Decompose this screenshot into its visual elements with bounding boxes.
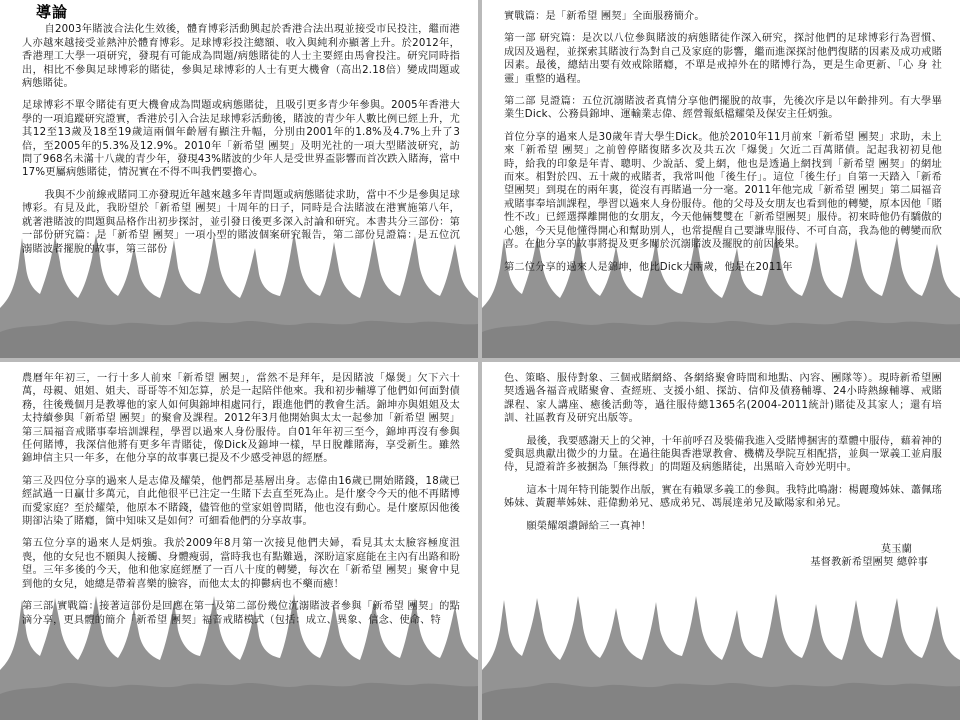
page-3-text xyxy=(0,362,478,627)
paragraph: 實戰篇：是「新希望 團契」全面服務簡介。 xyxy=(504,11,705,22)
paragraph: 自2003年賭波合法化生效後，體育博彩活動興起於香港合法出現並接受市民投注，繼而港人亦越來越接受並熱沖於體育博彩。足球博彩投注總額、收入與純利亦顯著上升。於2012年，香港理工大學一項研究，發現有可能成為問題/病態賭徒的人士主要經由馬會投注。研究同時指出，相比不參與足球博彩的賭徒，參與足球博彩的人士有更大機會（高出2.18倍）變成問題或病態賭徒。 xyxy=(22,24,460,90)
document-page-3 xyxy=(0,362,478,720)
paragraph: 足球博彩不單令賭徒有更大機會成為問題或病態賭徒，且吸引更多青少年參與。2005年香港大學的一項追蹤研究證實，香港於引入合法足球博彩活動後，賭波的青少年人數比例已經上升，尤其12至13歲及18至19歲這兩個年齡層有顯注升幅，分別由2001年的1.8%及4.7%上升了3倍，至2005年的5.3%及12.9%。2010年「新希望 團契」及明光社的一項大型賭波研究，訪問了968名未滿十八歲的青少年，發現43%賭波的少年人是受世界盃影響而首次跌入賭海，當中17%更屬病態賭徒，情況實在不得不叫我們要擔心。 xyxy=(22,100,461,179)
paragraph: 第二位分享的過來人是錦坤，他比Dick大兩歲，他是在2011年 xyxy=(504,261,793,273)
page-4-text xyxy=(482,362,960,570)
paragraph: 第二部 見證篇：五位沉溺賭波者真情分享他們擺脫的故事，先後次序是以年齡排列。有大學畢業生Dick、公務員錦坤、運輸業志偉、經營報紙檔耀榮及保安主任炳強。 xyxy=(504,96,942,121)
page-2-text xyxy=(482,0,960,274)
signature-name: 莫玉蘭 xyxy=(880,544,912,556)
paragraph: 首位分享的過來人是30歲年青大學生Dick。他於2010年11月前來「新希望 團契」求助，未上來「新希望 團契」之前曾停賭復賭多次及共五次「爆煲」欠近二百萬賭債。記起我初初見他時，給我的印象是年青、聰明、少說話、愛上網，他也是透過上網找到「新希望 團契」的網址而來。相對於四、五十歲的戒賭者，我常叫他「後生仔」。這位「後生仔」自第一天踏入「新希望團契」到現在的兩年裏，從沒有再賭過一分一毫。2011年他完成「新希望 團契」第二屆福音戒賭事奉培訓課程，學習以過來人身份服侍。他的父母及女朋友也看到他的轉變，原本因他「賭性不改」已經選擇離開他的女朋友，今天他倆雙雙在「新希望團契」服侍。初來時他仍有驕傲的心態，今天見他懂得開心和幫助別人，也常提醒自己要謙卑服侍、不可自高，我為他的轉變而欣喜。在他分享的故事將提及更多關於沉溺賭波及擺脫的前因後果。 xyxy=(504,131,942,251)
paragraph: 我與不少前線戒賭同工亦發現近年越來越多年青問題或病態賭徒求助，當中不少是參與足球博彩。有見及此，我盼望於「新希望 團契」十周年的日子，同時是合法賭波在港實施第八年，就著港賭波的問題與品格作出初步探討，並引發日後更多深入討論和研究。本書共分三部份：第一部份研究篇：是「新希望 團契」一項小型的賭波個案研究報告，第二部份見證篇：是五位沉溺賭波者擺脫的故事，第三部份 xyxy=(22,189,460,255)
paragraph: 第五位分享的過來人是炳強。我於2009年8月第一次接見他們夫婦，看見其太太臉容極度沮喪，他的女兒也不願與人接觸、身體瘦弱，當時我也有點難過，深盼這家庭能在主內有出路和盼望。三年多後的今天，他和他家庭經歷了一百八十度的轉變，每次在「新希望 團契」聚會中見到他的女兒，她總是帶着喜樂的臉容，而他太太的抑鬱病也不藥而癒！ xyxy=(22,538,460,590)
paragraph: 第一部 研究篇：是次以八位參與賭波的病態賭徒作深入研究，探討他們的足球博彩行為習慣、成因及過程，並探索其賭波行為對自己及家庭的影響，繼而進深探討他們復賭的因素及成功戒賭因素。最後，總結出要有效戒除賭癮，不單是戒掉外在的賭博行為，更是生命更新、「心 身 社 靈」重整的過程。 xyxy=(504,33,942,85)
paragraph: 第三及四位分享的過來人是志偉及耀榮，他們都是基層出身。志偉由16歲已開始賭錢，18歲已經試過一日贏廿多萬元，自此他很平已注定一生賭下去直至死為止。是什麼令今天的他不再賭博而愛家庭？至於耀榮，他原本不賭錢，儘管他的堂家姐曾問賭，他也沒有動心。是什麼原因他後期卻沾染了賭癮，箇中知味又是如何？可細看他們的分享故事。 xyxy=(22,475,460,528)
document-page-4 xyxy=(482,362,960,720)
crowd-silhouette-image xyxy=(482,590,960,720)
page-heading: 導論 xyxy=(36,3,69,21)
paragraph: 這本十周年特刊能製作出版，實在有賴眾多義工的參與。我特此鳴謝：楊麗瓊姊妹、蕭佩瑤姊妹、黃麗華姊妹、莊偉勳弟兄、感成弟兄、馮展達弟兄及歐陽家和弟兄。 xyxy=(504,484,942,510)
paragraph: 色、策略、服侍對象、三個戒賭網絡、各網絡聚會時間和地點、內容、團隊等）。現時新希望團契透過各福音戒賭聚會、查經班、支援小組、探訪、信仰及債務輔導、24小時熱線輔導、戒賭課程、家人講座、癒後活動等，過往服侍總1365名(2004-2011統計)賭徒及其家人；還有培訓、社區教育及研究出版等。 xyxy=(504,373,942,425)
paragraph: 最後，我要感謝天上的父神，十年前呼召及裝備我進入受賭博捆害的羣體中服侍，藉着神的愛與恩典獻出微少的力量。在過往能與香港眾教會、機構及學院互相配搭，並與一眾義工並肩服侍，見證着許多被捆為「無得救」的問題及病態賭徒，出黑暗入奇妙光明中。 xyxy=(504,435,942,474)
document-page-2 xyxy=(482,0,960,358)
signature-title: 基督教新希望團契 總幹事 xyxy=(810,557,928,569)
paragraph: 願榮耀頌讚歸給三一真神！ xyxy=(526,520,652,532)
document-page-1 xyxy=(0,0,478,358)
paragraph: 農曆年年初三，一行十多人前來「新希望 團契」，當然不是拜年，是因賭波「爆煲」欠下六十萬，母親、姐姐、姐夫、哥哥等不知怎算，於是一起陪伴他來。我和初步輔導了他們如何面對債務，往後幾個月是教導他的家人如何與錦坤相處同行，跟進他們的教會生活。錦坤亦與姐姐及太太持續參與「新希望 團契」的聚會及課程。2012年3月他開始與太太一起參加「新希望 團契」第三屆福音戒賭事奉培訓課程，學習以過來人身份服侍。自01年年初三至今，錦坤再沒有參與任何賭博，我深信他將有更多年青賭徒，像Dick及錦坤一樣，早日脫離賭海，享受新生。雖然錦坤信主只一年多，在他分享的故事裏已提及不少感受神恩的經歷。 xyxy=(22,373,460,465)
paragraph: 第三部 實戰篇：接著這部份是回應在第一及第二部份幾位沉溺賭波者參與「新希望 團契」的點滴分享，更具體的簡介「新希望 團契」福音戒賭模式（包括：成立、異象、信念、使命、特 xyxy=(22,601,460,626)
page-1-text xyxy=(0,0,478,256)
